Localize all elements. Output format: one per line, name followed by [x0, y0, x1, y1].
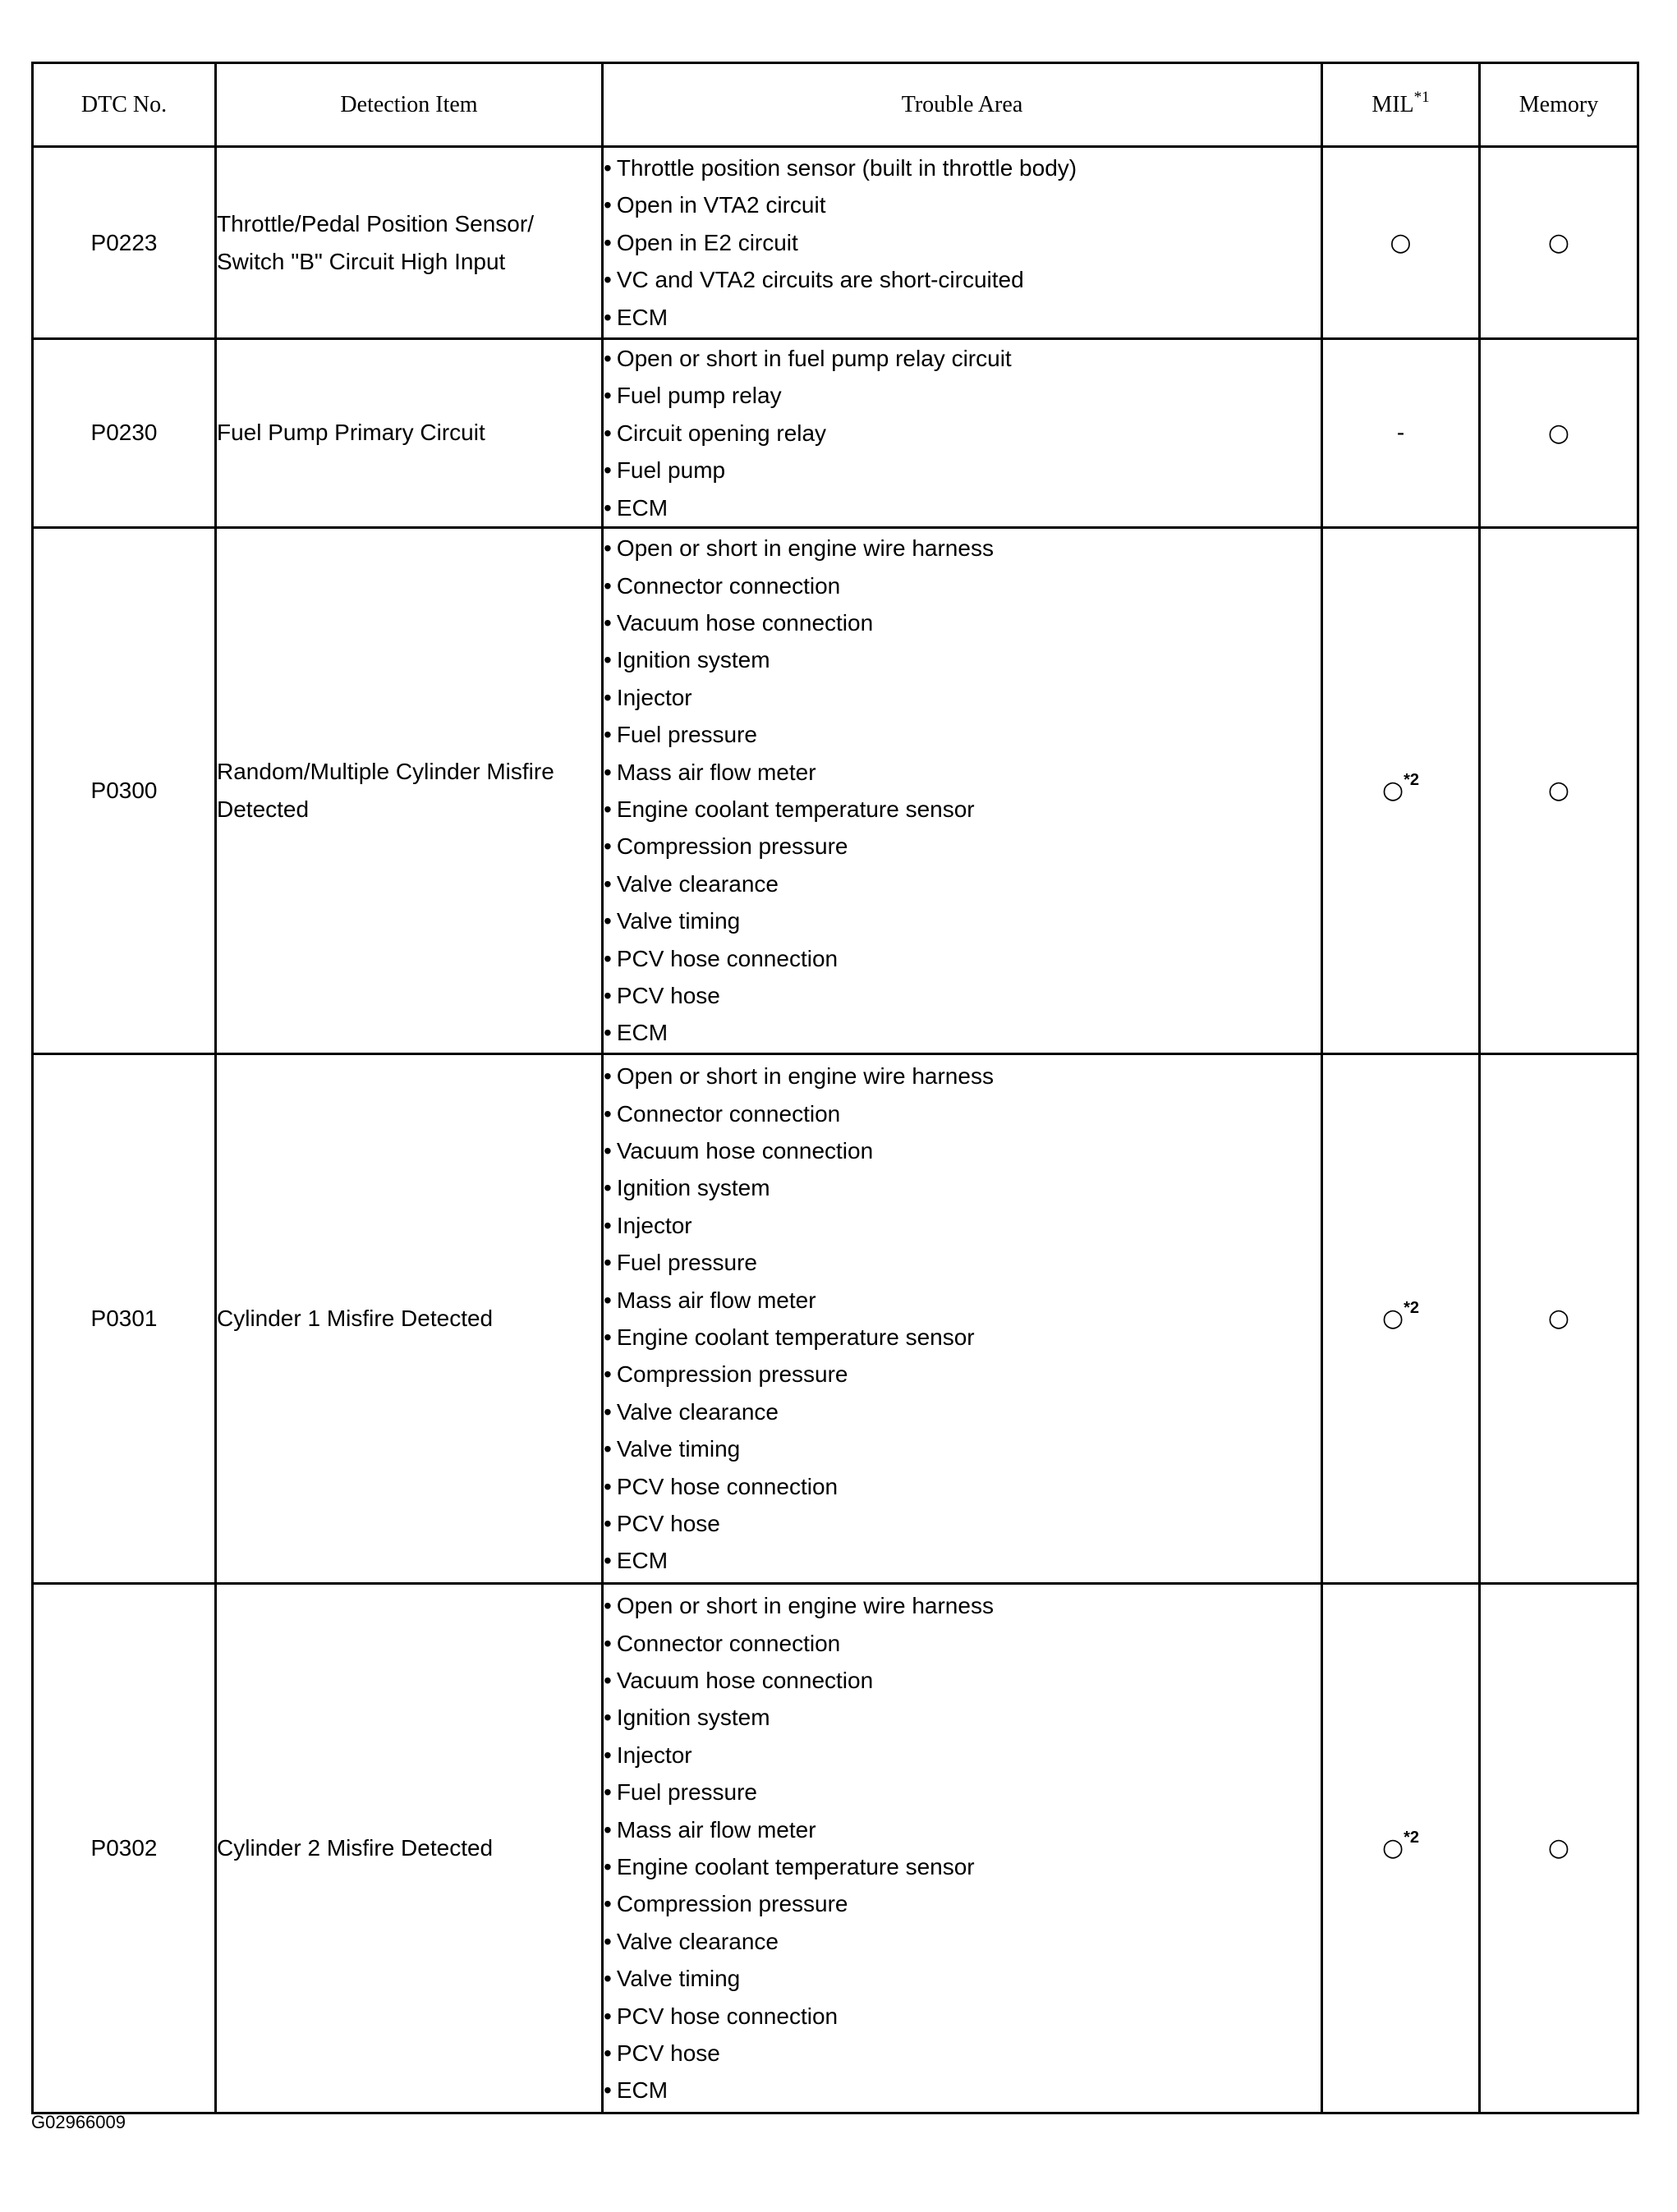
trouble-area-item: • PCV hose connection — [604, 1468, 1321, 1505]
table-body — [33, 147, 1638, 2113]
mil-footnote: *2 — [1404, 1299, 1420, 1318]
trouble-area-item: • Circuit opening relay — [604, 415, 1321, 452]
trouble-area-cell — [603, 339, 1322, 528]
dtc-code: P0301 — [33, 1053, 216, 1583]
mil-cell — [1322, 147, 1480, 339]
header-row — [33, 63, 1638, 147]
mil-cell — [1322, 1583, 1480, 2113]
trouble-area-item: • Open or short in engine wire harness — [604, 530, 1321, 567]
trouble-area-item: • Compression pressure — [604, 1885, 1321, 1922]
detection-item: Cylinder 1 Misfire Detected — [216, 1053, 603, 1583]
table-row — [33, 1583, 1638, 2113]
trouble-area-list — [604, 530, 1321, 1051]
mil-cell — [1322, 527, 1480, 1053]
trouble-area-item: • Vacuum hose connection — [604, 604, 1321, 641]
mil-circle-icon: ○ — [1390, 228, 1412, 257]
header-detection-item: Detection Item — [216, 63, 603, 147]
memory-cell — [1480, 1583, 1638, 2113]
trouble-area-item: • Fuel pressure — [604, 1244, 1321, 1281]
memory-cell — [1480, 339, 1638, 528]
trouble-area-item: • Connector connection — [604, 1625, 1321, 1662]
trouble-area-item: • ECM — [604, 299, 1321, 336]
trouble-area-item: • Mass air flow meter — [604, 754, 1321, 791]
dtc-code: P0300 — [33, 527, 216, 1053]
trouble-area-item: • VC and VTA2 circuits are short-circuited — [604, 261, 1321, 298]
trouble-area-item: • PCV hose — [604, 1505, 1321, 1542]
mil-circle-icon: ○ — [1381, 776, 1404, 805]
memory-cell — [1480, 147, 1638, 339]
trouble-area-item: • Injector — [604, 679, 1321, 716]
trouble-area-item: • Connector connection — [604, 1095, 1321, 1132]
trouble-area-item: • Open in E2 circuit — [604, 224, 1321, 261]
trouble-area-item: • PCV hose — [604, 2035, 1321, 2072]
trouble-area-item: • Compression pressure — [604, 828, 1321, 865]
detection-item: Random/Multiple Cylinder Misfire Detected — [216, 527, 603, 1053]
header-dtc-no: DTC No. — [33, 63, 216, 147]
trouble-area-item: • Fuel pressure — [604, 1774, 1321, 1810]
trouble-area-item: • Vacuum hose connection — [604, 1662, 1321, 1699]
trouble-area-item: • Ignition system — [604, 1699, 1321, 1736]
figure-id: G02966009 — [31, 2112, 126, 2132]
trouble-area-item: • Compression pressure — [604, 1356, 1321, 1393]
memory-cell — [1480, 527, 1638, 1053]
header-mil-footnote: *1 — [1413, 88, 1430, 106]
header-mil — [1322, 63, 1480, 147]
memory-circle-icon: ○ — [1547, 1304, 1570, 1333]
table-row — [33, 1053, 1638, 1583]
memory-circle-icon: ○ — [1547, 1833, 1570, 1863]
mil-cell — [1322, 339, 1480, 528]
trouble-area-item: • Injector — [604, 1737, 1321, 1774]
trouble-area-item: • Open or short in fuel pump relay circuit — [604, 340, 1321, 377]
trouble-area-item: • ECM — [604, 1014, 1321, 1051]
memory-circle-icon: ○ — [1547, 418, 1570, 447]
trouble-area-item: • Vacuum hose connection — [604, 1132, 1321, 1169]
memory-circle-icon: ○ — [1547, 228, 1570, 257]
mil-cell — [1322, 1053, 1480, 1583]
dtc-code: P0230 — [33, 339, 216, 528]
detection-item: Cylinder 2 Misfire Detected — [216, 1583, 603, 2113]
trouble-area-item: • Open or short in engine wire harness — [604, 1587, 1321, 1624]
trouble-area-item: • Fuel pump — [604, 452, 1321, 489]
table-row — [33, 147, 1638, 339]
trouble-area-list — [604, 340, 1321, 526]
detection-item: Throttle/Pedal Position Sensor/ Switch "B" Circuit High Input — [216, 147, 603, 339]
trouble-area-item: • Mass air flow meter — [604, 1282, 1321, 1319]
trouble-area-item: • Engine coolant temperature sensor — [604, 791, 1321, 828]
trouble-area-item: • PCV hose connection — [604, 1998, 1321, 2035]
mil-circle-icon: ○ — [1381, 1833, 1404, 1863]
trouble-area-item: • Throttle position sensor (built in throttle body) — [604, 149, 1321, 186]
memory-circle-icon: ○ — [1547, 776, 1570, 805]
trouble-area-item: • Mass air flow meter — [604, 1811, 1321, 1848]
trouble-area-item: • Open in VTA2 circuit — [604, 186, 1321, 223]
trouble-area-item: • Valve timing — [604, 1960, 1321, 1997]
memory-cell — [1480, 1053, 1638, 1583]
mil-footnote: *2 — [1404, 771, 1420, 790]
trouble-area-item: • Valve timing — [604, 902, 1321, 939]
trouble-area-item: • Valve clearance — [604, 865, 1321, 902]
trouble-area-item: • PCV hose connection — [604, 940, 1321, 977]
dtc-code: P0302 — [33, 1583, 216, 2113]
table-row — [33, 527, 1638, 1053]
mil-circle-icon: ○ — [1381, 1304, 1404, 1333]
trouble-area-list — [604, 149, 1321, 336]
trouble-area-cell — [603, 527, 1322, 1053]
trouble-area-item: • Injector — [604, 1207, 1321, 1244]
trouble-area-item: • ECM — [604, 489, 1321, 526]
trouble-area-item: • Valve clearance — [604, 1923, 1321, 1960]
trouble-area-cell — [603, 147, 1322, 339]
trouble-area-item: • Open or short in engine wire harness — [604, 1058, 1321, 1095]
header-memory: Memory — [1480, 63, 1638, 147]
detection-item: Fuel Pump Primary Circuit — [216, 339, 603, 528]
table-row — [33, 339, 1638, 528]
header-trouble-area: Trouble Area — [603, 63, 1322, 147]
trouble-area-list — [604, 1587, 1321, 2109]
trouble-area-cell — [603, 1053, 1322, 1583]
trouble-area-item: • PCV hose — [604, 977, 1321, 1014]
mil-dash: - — [1396, 420, 1405, 446]
trouble-area-item: • ECM — [604, 1542, 1321, 1579]
trouble-area-item: • Engine coolant temperature sensor — [604, 1319, 1321, 1356]
header-mil-label: MIL — [1371, 91, 1414, 117]
dtc-table — [31, 62, 1639, 2114]
trouble-area-item: • Engine coolant temperature sensor — [604, 1848, 1321, 1885]
mil-footnote: *2 — [1404, 1829, 1420, 1847]
trouble-area-item: • Ignition system — [604, 1169, 1321, 1206]
trouble-area-item: • Fuel pressure — [604, 716, 1321, 753]
trouble-area-item: • Valve clearance — [604, 1393, 1321, 1430]
trouble-area-item: • ECM — [604, 2072, 1321, 2109]
trouble-area-cell — [603, 1583, 1322, 2113]
trouble-area-list — [604, 1058, 1321, 1579]
trouble-area-item: • Valve timing — [604, 1430, 1321, 1467]
trouble-area-item: • Fuel pump relay — [604, 377, 1321, 414]
trouble-area-item: • Connector connection — [604, 567, 1321, 604]
trouble-area-item: • Ignition system — [604, 641, 1321, 678]
dtc-code: P0223 — [33, 147, 216, 339]
